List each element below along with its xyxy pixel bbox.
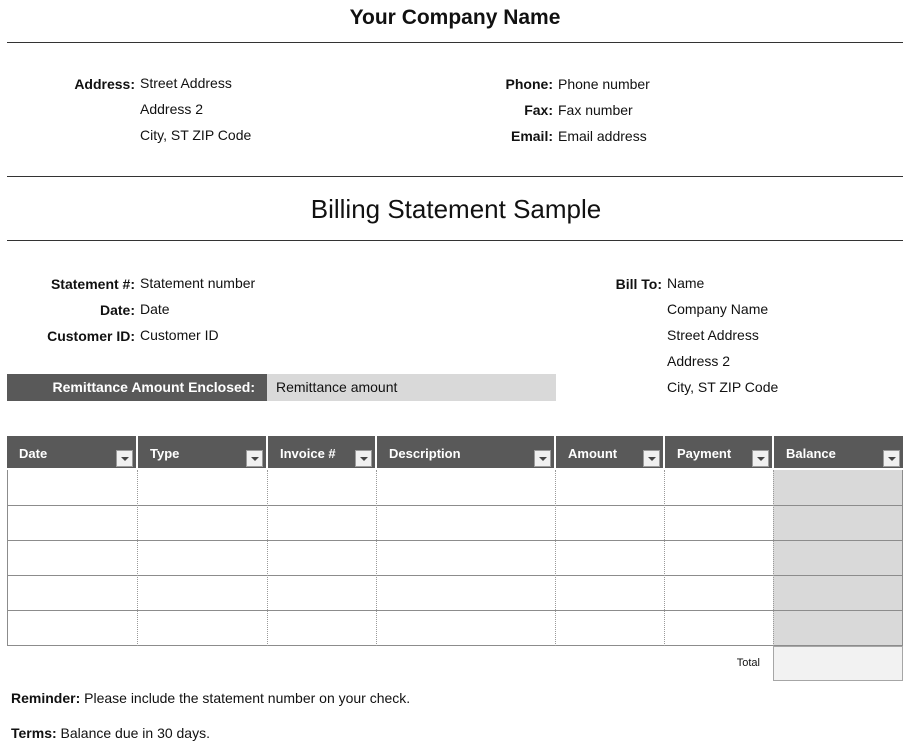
column-divider — [664, 470, 665, 646]
filter-dropdown-icon[interactable] — [643, 450, 660, 467]
bill-to-line-1: Name — [667, 275, 705, 291]
reminder-label: Reminder: — [11, 690, 81, 706]
column-header-label: Payment — [677, 446, 732, 461]
reminder-note — [11, 690, 410, 706]
remittance-label: Remittance Amount Enclosed: — [7, 374, 267, 401]
column-divider — [773, 470, 774, 646]
terms-note — [11, 725, 210, 741]
column-header-label: Amount — [568, 446, 618, 461]
column-header-balance — [774, 436, 903, 468]
statement-number-value: Statement number — [140, 275, 256, 291]
total-label: Total — [736, 657, 760, 669]
address-line-3: City, ST ZIP Code — [140, 127, 252, 143]
bill-to-line-5: City, ST ZIP Code — [667, 379, 779, 395]
divider — [7, 176, 903, 177]
bill-to-line-2: Company Name — [667, 301, 769, 317]
column-header-date — [7, 436, 138, 468]
filter-dropdown-icon[interactable] — [246, 450, 263, 467]
address-line-1: Street Address — [140, 75, 232, 91]
column-divider — [902, 470, 903, 646]
phone-value: Phone number — [558, 76, 650, 92]
divider — [7, 240, 903, 241]
customer-id-value: Customer ID — [140, 327, 219, 343]
column-divider — [555, 470, 556, 646]
email-value: Email address — [558, 128, 647, 144]
column-header-description — [377, 436, 556, 468]
customer-id-label: Customer ID: — [47, 328, 135, 344]
balance-column-shading — [773, 470, 903, 646]
column-divider — [137, 470, 138, 646]
filter-dropdown-icon[interactable] — [752, 450, 769, 467]
reminder-text: Please include the statement number on your check. — [84, 690, 411, 706]
column-header-invoice — [268, 436, 377, 468]
date-value: Date — [140, 301, 170, 317]
filter-dropdown-icon[interactable] — [883, 450, 900, 467]
address-line-2: Address 2 — [140, 101, 204, 117]
column-header-type — [138, 436, 268, 468]
column-header-label: Balance — [786, 446, 836, 461]
document-title: Billing Statement Sample — [310, 194, 602, 224]
table-row — [7, 645, 903, 646]
terms-text: Balance due in 30 days. — [60, 725, 210, 741]
column-header-amount — [556, 436, 665, 468]
column-header-label: Date — [19, 446, 48, 461]
bill-to-line-3: Street Address — [667, 327, 759, 343]
column-header-label: Type — [150, 446, 180, 461]
filter-dropdown-icon[interactable] — [355, 450, 372, 467]
address-label: Address: — [74, 76, 135, 92]
bill-to-label: Bill To: — [615, 276, 662, 292]
table-row — [7, 540, 903, 541]
column-divider — [267, 470, 268, 646]
statement-table-body — [7, 470, 903, 646]
filter-dropdown-icon[interactable] — [534, 450, 551, 467]
fax-label: Fax: — [524, 102, 553, 118]
email-label: Email: — [510, 128, 553, 144]
column-header-payment — [665, 436, 774, 468]
date-label: Date: — [99, 302, 135, 318]
total-balance-cell[interactable] — [773, 646, 903, 681]
divider — [7, 42, 903, 43]
table-row — [7, 575, 903, 576]
fax-value: Fax number — [558, 102, 633, 118]
table-row — [7, 505, 903, 506]
bill-to-line-4: Address 2 — [667, 353, 731, 369]
column-divider — [7, 470, 8, 646]
filter-dropdown-icon[interactable] — [116, 450, 133, 467]
column-header-label: Invoice # — [280, 446, 336, 461]
company-name: Your Company Name — [349, 6, 561, 29]
phone-label: Phone: — [505, 76, 553, 92]
column-divider — [376, 470, 377, 646]
column-header-label: Description — [389, 446, 461, 461]
terms-label: Terms: — [11, 725, 57, 741]
table-row — [7, 610, 903, 611]
statement-number-label: Statement #: — [50, 276, 135, 292]
remittance-amount-field[interactable]: Remittance amount — [267, 374, 556, 401]
